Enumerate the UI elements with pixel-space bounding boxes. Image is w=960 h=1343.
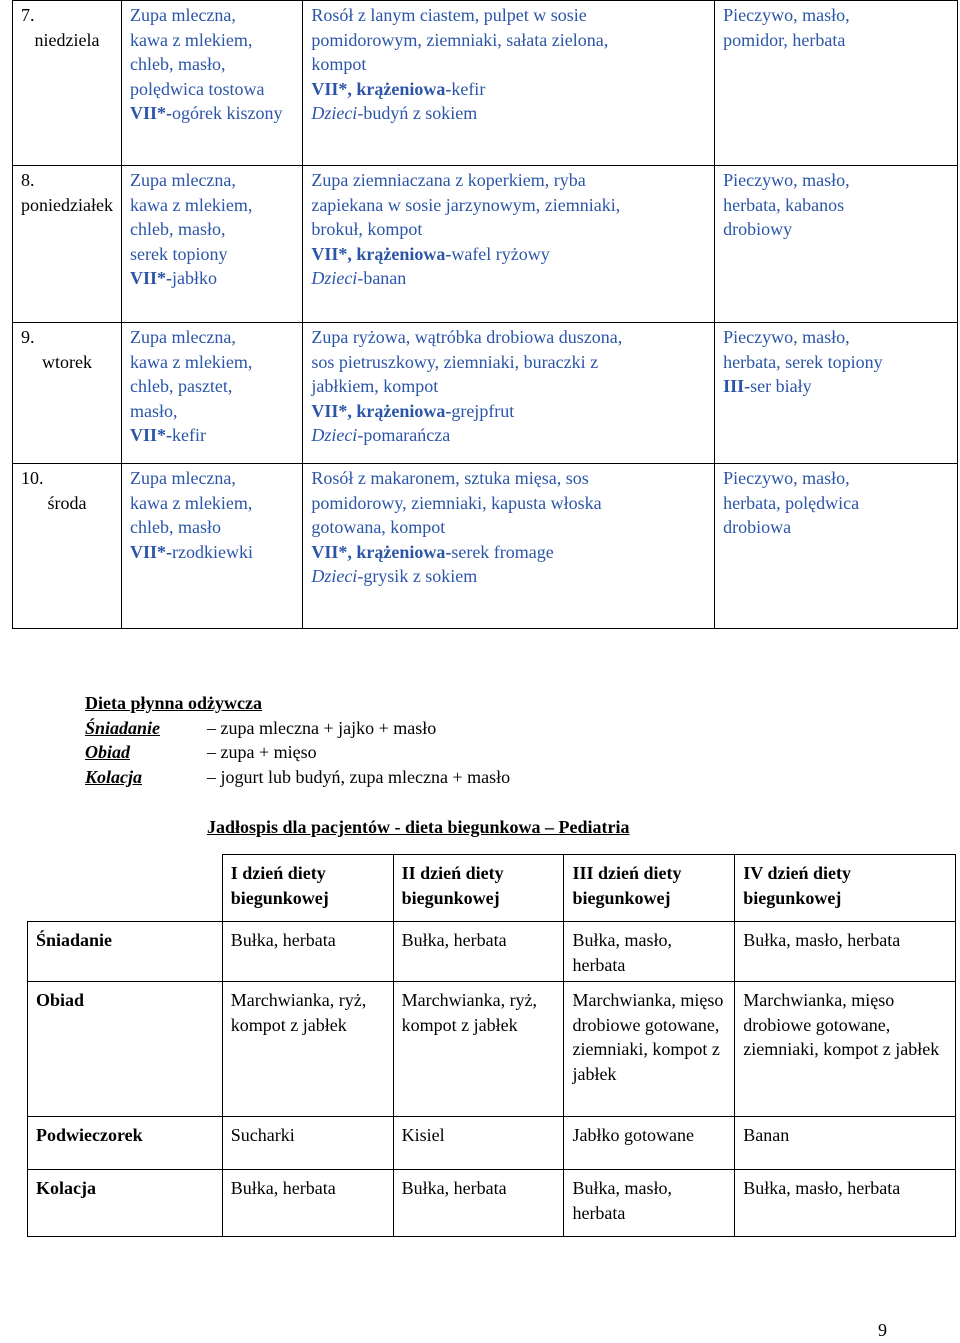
supper-line: drobiowa xyxy=(723,517,792,537)
lunch-kids-line xyxy=(311,564,706,589)
day-header: I dzień diety biegunkowej xyxy=(222,855,393,922)
page-number: 9 xyxy=(878,1320,887,1340)
meal-cell: Kisiel xyxy=(393,1117,564,1170)
day-number: 10. xyxy=(21,468,44,488)
liquid-diet-desc: – zupa mleczna + jajko + masło xyxy=(207,717,437,738)
breakfast-line: Zupa mleczna, xyxy=(129,170,236,190)
kids-item: grysik z sokiem xyxy=(363,566,478,586)
pediatric-row xyxy=(28,1170,956,1237)
breakfast-vii-line xyxy=(130,540,294,565)
meal-label: Obiad xyxy=(28,982,223,1117)
liquid-diet-meal: Obiad xyxy=(85,742,130,762)
kids-code: Dzieci- xyxy=(311,566,364,586)
lunch-vii-line xyxy=(311,399,706,424)
meal-cell: Banan xyxy=(735,1117,956,1170)
lunch-line: gotowana, kompot xyxy=(311,517,446,537)
supper-line: drobiowy xyxy=(723,219,793,239)
breakfast-line: masło, xyxy=(129,400,178,421)
breakfast-line: chleb, masło xyxy=(129,517,221,537)
diet-item: kefir xyxy=(171,425,206,445)
day-name: poniedziałek xyxy=(21,194,113,215)
supper-cell xyxy=(715,323,958,464)
diet-item: kefir xyxy=(451,78,486,99)
breakfast-line: Zupa mleczna, xyxy=(129,468,236,488)
meal-cell: Marchwianka, ryż, kompot z jabłek xyxy=(222,982,393,1117)
breakfast-line: kawa z mlekiem, xyxy=(129,194,253,215)
liquid-diet-row xyxy=(85,765,510,790)
lunch-kids-line xyxy=(311,423,706,448)
pediatric-diet-table xyxy=(27,854,956,1237)
day-header: II dzień diety biegunkowej xyxy=(393,855,564,922)
meal-cell: Sucharki xyxy=(222,1117,393,1170)
liquid-diet-desc: – zupa + mięso xyxy=(207,742,317,762)
meal-cell: Bułka, masło, herbata xyxy=(735,922,956,982)
liquid-diet-title: Dieta płynna odżywcza xyxy=(85,693,262,713)
kids-item: pomarańcza xyxy=(363,425,451,445)
day-cell xyxy=(13,1,122,166)
breakfast-line: polędwica tostowa xyxy=(129,78,265,99)
breakfast-line: kawa z mlekiem, xyxy=(129,29,253,50)
lunch-line: jabłkiem, kompot xyxy=(311,376,439,396)
diet-item: ser biały xyxy=(750,376,812,396)
lunch-vii-line xyxy=(311,77,706,102)
supper-cell xyxy=(715,464,958,629)
pediatric-menu-title: Jadłospis dla pacjentów - dieta biegunkowa – Pediatria xyxy=(207,817,630,837)
day-name: środa xyxy=(47,492,87,513)
lunch-line: brokuł, kompot xyxy=(311,219,423,239)
lunch-kids-line xyxy=(311,101,706,126)
kids-item: banan xyxy=(363,268,407,288)
diet-item: rzodkiewki xyxy=(171,541,253,562)
diet-code: VII*- xyxy=(129,103,172,123)
liquid-diet-meal: Śniadanie xyxy=(85,717,161,738)
lunch-line: Zupa ryżowa, wątróbka drobiowa duszona, xyxy=(311,327,623,347)
day-name: wtorek xyxy=(41,351,92,372)
corner-cell xyxy=(28,855,223,922)
lunch-cell xyxy=(303,323,715,464)
lunch-line: kompot xyxy=(311,54,367,74)
supper-cell xyxy=(715,1,958,166)
diet-code: VII*, krążeniowa- xyxy=(311,243,452,264)
meal-cell: Bułka, masło, herbata xyxy=(564,1170,735,1237)
diet-code: VII*- xyxy=(129,425,172,445)
supper-line: Pieczywo, masło, xyxy=(723,170,850,190)
diet-item: serek fromage xyxy=(451,541,554,562)
breakfast-cell xyxy=(121,166,302,323)
liquid-diet-row xyxy=(85,716,510,741)
supper-line: Pieczywo, masło, xyxy=(723,468,850,488)
day-number: 8. xyxy=(21,170,35,190)
menu-row xyxy=(13,166,958,323)
breakfast-line: kawa z mlekiem, xyxy=(129,351,253,372)
lunch-line: pomidorowy, ziemniaki, kapusta włoska xyxy=(311,492,602,513)
kids-code: Dzieci- xyxy=(311,268,364,288)
day-number: 7. xyxy=(21,5,35,25)
lunch-cell xyxy=(303,166,715,323)
menu-row xyxy=(13,464,958,629)
breakfast-line: chleb, masło, xyxy=(129,219,226,239)
supper-cell xyxy=(715,166,958,323)
diet-item: grejpfrut xyxy=(451,400,515,421)
kids-code: Dzieci- xyxy=(311,103,364,123)
day-header: IV dzień diety biegunkowej xyxy=(735,855,956,922)
meal-cell: Bułka, masło, herbata xyxy=(735,1170,956,1237)
breakfast-vii-line xyxy=(130,266,294,291)
day-cell xyxy=(13,464,122,629)
liquid-diet-meal: Kolacja xyxy=(85,766,142,787)
breakfast-line: chleb, pasztet, xyxy=(129,376,233,396)
liquid-diet-block xyxy=(85,691,510,789)
lunch-line: sos pietruszkowy, ziemniaki, buraczki z xyxy=(311,351,599,372)
lunch-cell xyxy=(303,1,715,166)
breakfast-cell xyxy=(121,464,302,629)
diet-code: VII*, krążeniowa- xyxy=(311,78,452,99)
breakfast-line: chleb, masło, xyxy=(129,54,226,74)
meal-cell: Bułka, herbata xyxy=(222,922,393,982)
supper-iii-line xyxy=(723,374,949,399)
supper-line: Pieczywo, masło, xyxy=(723,5,850,25)
breakfast-line: kawa z mlekiem, xyxy=(129,492,253,513)
pediatric-row xyxy=(28,922,956,982)
meal-label: Kolacja xyxy=(28,1170,223,1237)
diet-item: jabłko xyxy=(171,268,217,288)
meal-cell: Bułka, herbata xyxy=(222,1170,393,1237)
lunch-line: zapiekana w sosie jarzynowym, ziemniaki, xyxy=(311,194,621,215)
supper-line: herbata, polędwica xyxy=(723,492,860,513)
lunch-vii-line xyxy=(311,540,706,565)
meal-cell: Bułka, masło, herbata xyxy=(564,922,735,982)
meal-cell: Bułka, herbata xyxy=(393,922,564,982)
diet-code: VII*- xyxy=(129,268,172,288)
lunch-line: Rosół z lanym ciastem, pulpet w sosie xyxy=(311,5,587,25)
meal-cell: Marchwianka, mięso drobiowe gotowane, ziemniaki, kompot z jabłek xyxy=(564,982,735,1117)
lunch-cell xyxy=(303,464,715,629)
breakfast-line: Zupa mleczna, xyxy=(129,327,236,347)
diet-item: wafel ryżowy xyxy=(451,243,550,264)
breakfast-cell xyxy=(121,1,302,166)
liquid-diet-row xyxy=(85,740,510,765)
kids-code: Dzieci- xyxy=(311,425,364,445)
lunch-line: Rosół z makaronem, sztuka mięsa, sos xyxy=(311,468,589,488)
meal-label: Śniadanie xyxy=(28,922,223,982)
breakfast-cell xyxy=(121,323,302,464)
pediatric-header-row xyxy=(28,855,956,922)
supper-line: herbata, kabanos xyxy=(723,194,845,215)
breakfast-line: serek topiony xyxy=(129,243,228,264)
breakfast-line: Zupa mleczna, xyxy=(129,5,236,25)
breakfast-vii-line xyxy=(130,101,294,126)
day-name: niedziela xyxy=(34,29,100,50)
meal-cell: Jabłko gotowane xyxy=(564,1117,735,1170)
lunch-kids-line xyxy=(311,266,706,291)
pediatric-row xyxy=(28,982,956,1117)
menu-row xyxy=(13,323,958,464)
day-number: 9. xyxy=(21,327,35,347)
menu-row xyxy=(13,1,958,166)
breakfast-vii-line xyxy=(130,423,294,448)
supper-line: herbata, serek topiony xyxy=(723,351,883,372)
meal-cell: Marchwianka, ryż, kompot z jabłek xyxy=(393,982,564,1117)
lunch-vii-line xyxy=(311,242,706,267)
lunch-line: Zupa ziemniaczana z koperkiem, ryba xyxy=(311,170,586,190)
supper-line: Pieczywo, masło, xyxy=(723,327,850,347)
diet-item: ogórek kiszony xyxy=(171,103,283,123)
meal-cell: Bułka, herbata xyxy=(393,1170,564,1237)
meal-cell: Marchwianka, mięso drobiowe gotowane, ziemniaki, kompot z jabłek xyxy=(735,982,956,1117)
diet-code: VII*- xyxy=(129,541,172,562)
lunch-line: pomidorowym, ziemniaki, sałata zielona, xyxy=(311,29,609,50)
weekly-menu-table xyxy=(12,0,958,629)
diet-code: VII*, krążeniowa- xyxy=(311,400,452,421)
liquid-diet-desc: – jogurt lub budyń, zupa mleczna + masło xyxy=(207,766,511,787)
supper-line: pomidor, herbata xyxy=(723,29,846,50)
meal-label: Podwieczorek xyxy=(28,1117,223,1170)
day-header: III dzień diety biegunkowej xyxy=(564,855,735,922)
diet-code: III- xyxy=(723,376,751,396)
diet-code: VII*, krążeniowa- xyxy=(311,541,452,562)
day-cell xyxy=(13,166,122,323)
kids-item: budyń z sokiem xyxy=(363,103,478,123)
pediatric-row xyxy=(28,1117,956,1170)
day-cell xyxy=(13,323,122,464)
